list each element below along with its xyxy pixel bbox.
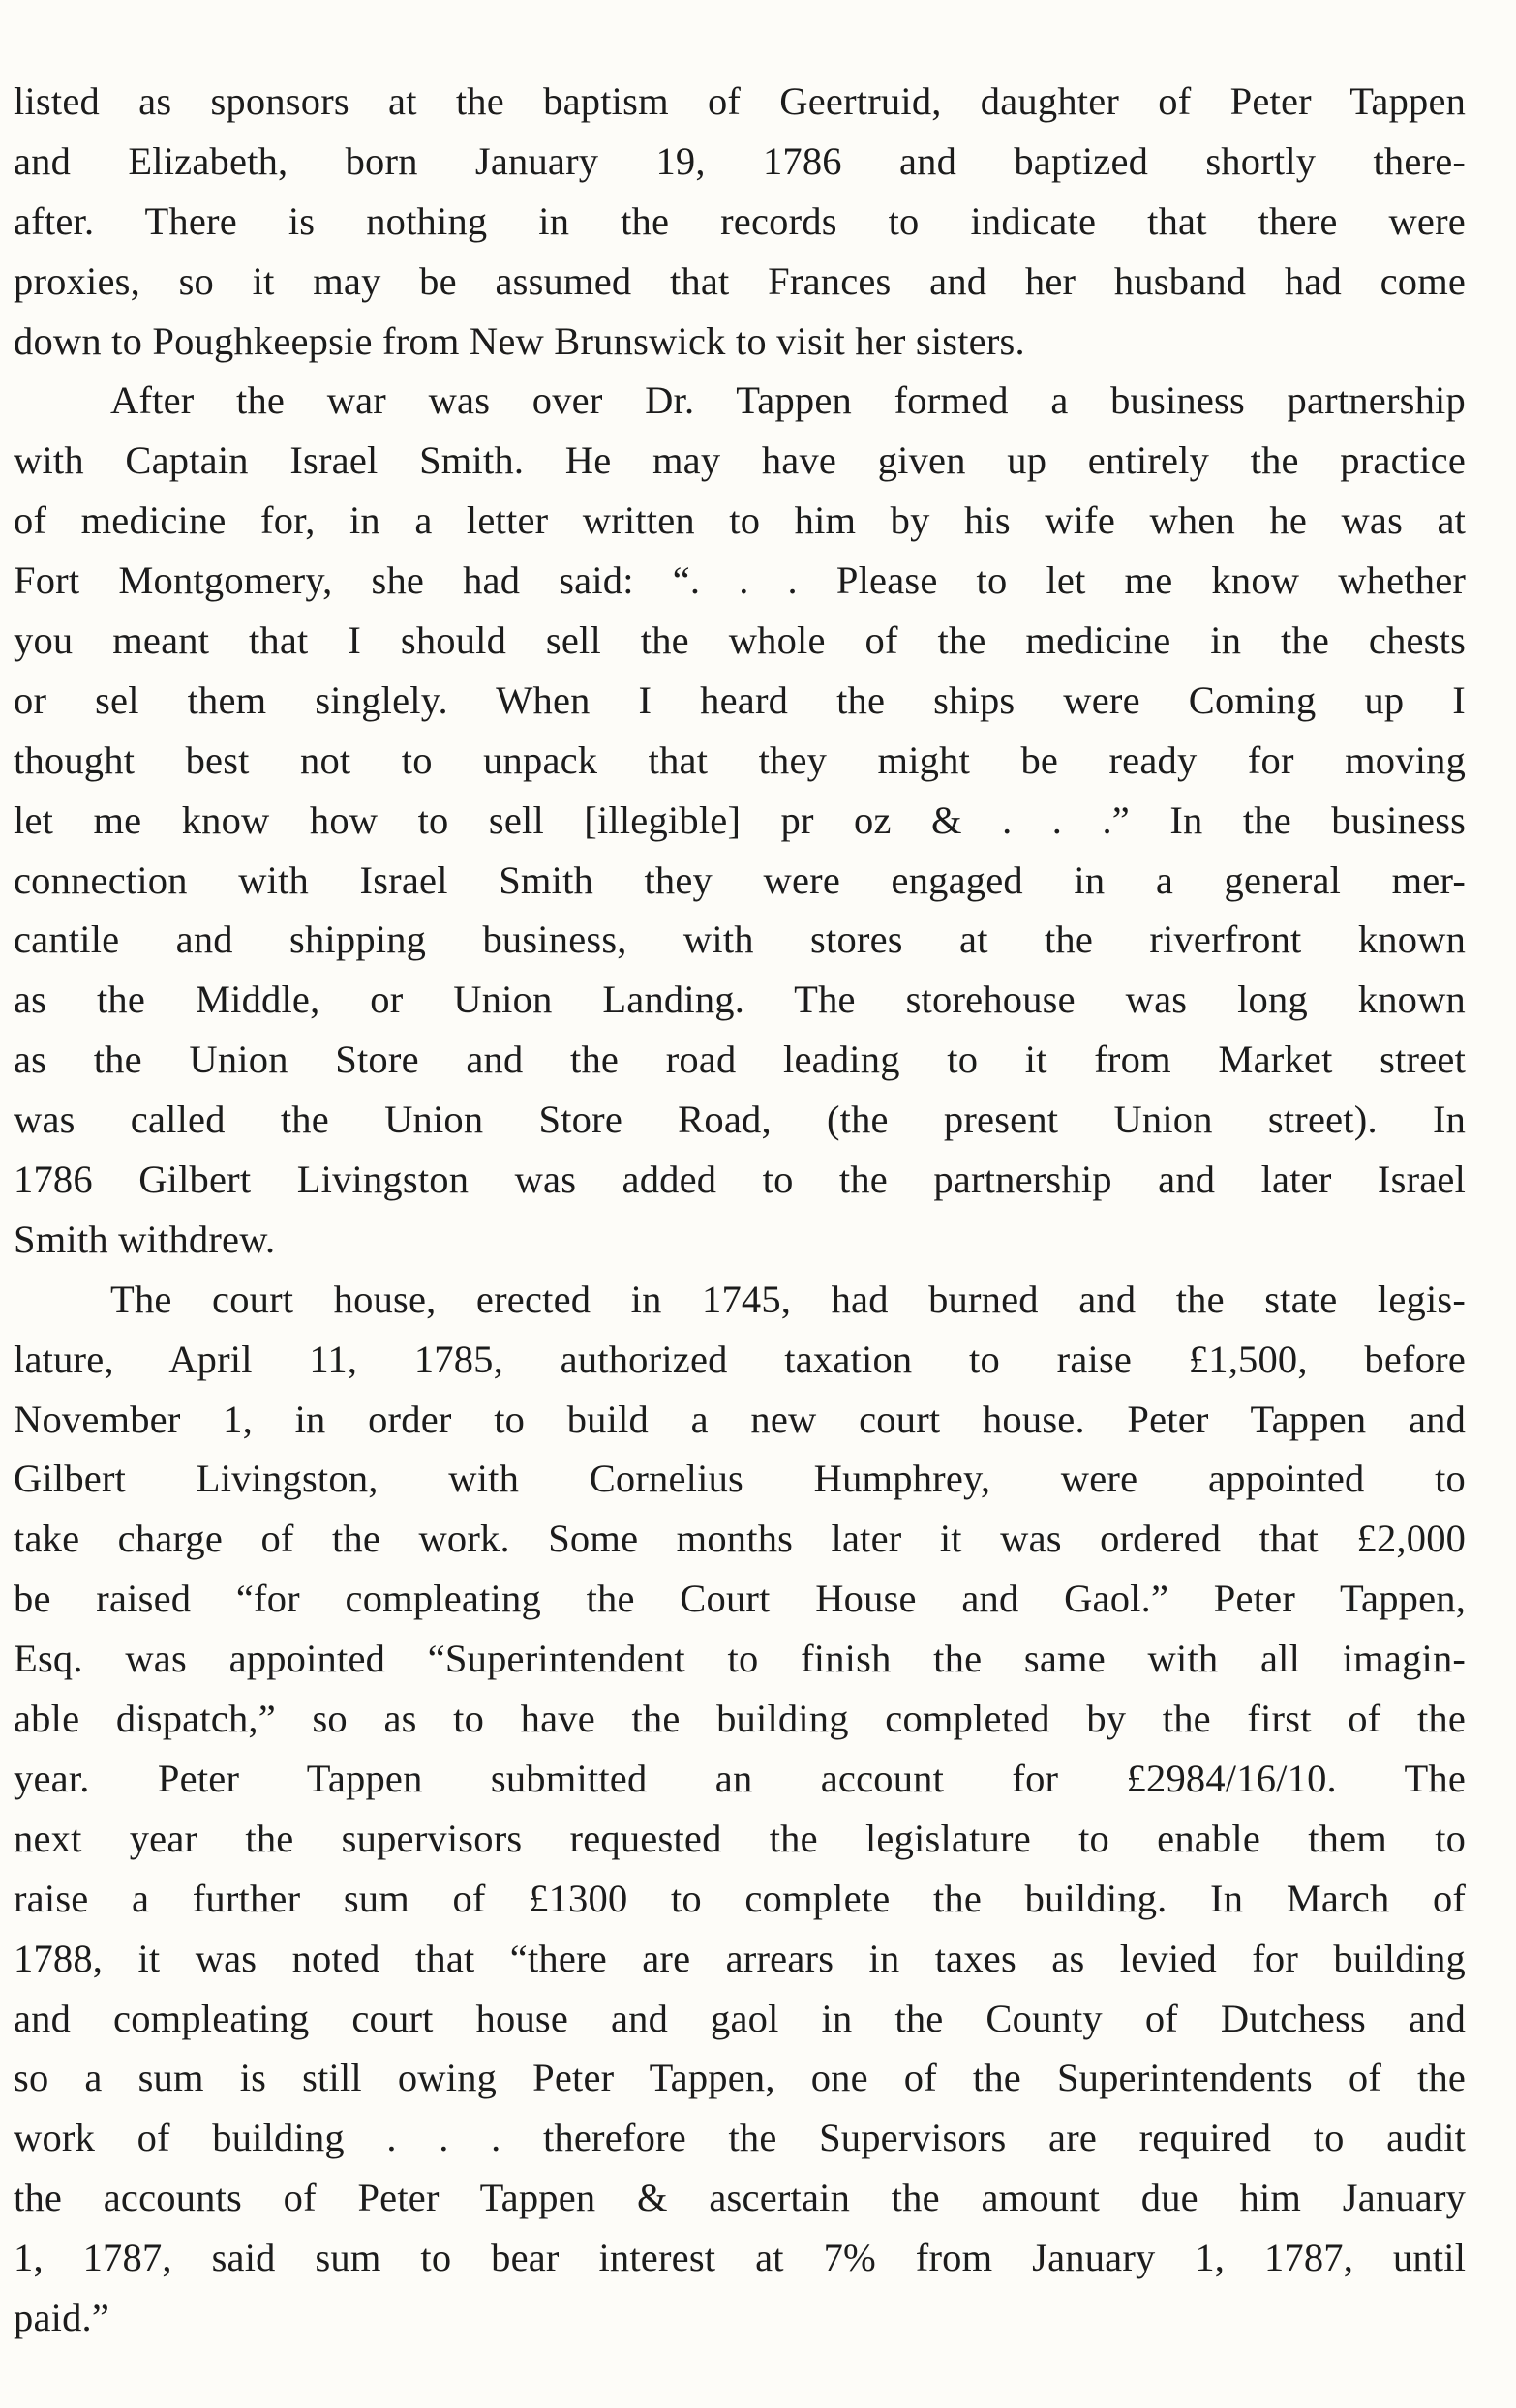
text-line: lature, April 11, 1785, authorized taxation to raise £1,500, before bbox=[14, 1337, 1466, 1381]
text-line: after. There is nothing in the records to indicate that there were bbox=[14, 198, 1466, 243]
text-line: Fort Montgomery, she had said: “. . . Please to let me know whether bbox=[14, 558, 1466, 603]
text-line: so a sum is still owing Peter Tappen, one of the Superintendents of the bbox=[14, 2056, 1466, 2100]
text-line: and Elizabeth, born January 19, 1786 and baptized shortly there- bbox=[14, 138, 1466, 183]
text-line: thought best not to unpack that they might be ready for moving bbox=[14, 737, 1466, 782]
text-line: and compleating court house and gaol in the County of Dutchess and bbox=[14, 1996, 1466, 2040]
text-line: as the Union Store and the road leading to it from Market street bbox=[14, 1038, 1466, 1082]
text-line: paid.” bbox=[14, 2295, 110, 2339]
text-line: be raised “for compleating the Court House and Gaol.” Peter Tappen, bbox=[14, 1577, 1466, 1621]
text-line: Esq. was appointed “Superintendent to finish the same with all imagin- bbox=[14, 1637, 1466, 1681]
text-line: of medicine for, in a letter written to him by his wife when he was at bbox=[14, 498, 1466, 543]
text-line: take charge of the work. Some months later it was ordered that £2,000 bbox=[14, 1517, 1466, 1561]
text-line: November 1, in order to build a new court house. Peter Tappen and bbox=[14, 1397, 1466, 1441]
text-line: was called the Union Store Road, (the present Union street). In bbox=[14, 1098, 1466, 1142]
text-line: The court house, erected in 1745, had burned and the state legis- bbox=[110, 1277, 1466, 1321]
text-line: raise a further sum of £1300 to complete the building. In March of bbox=[14, 1876, 1466, 1920]
paragraph-1 bbox=[14, 72, 1466, 371]
text-line: 1, 1787, said sum to bear interest at 7% from January 1, 1787, until bbox=[14, 2236, 1466, 2280]
text-line: or sel them singlely. When I heard the ships were Coming up I bbox=[14, 677, 1466, 722]
text-line: let me know how to sell [illegible] pr oz & . . .” In the business bbox=[14, 798, 1466, 842]
document-page bbox=[14, 72, 1466, 2348]
text-line: down to Poughkeepsie from New Brunswick to visit her sisters. bbox=[14, 318, 1025, 363]
text-line: listed as sponsors at the baptism of Geertruid, daughter of Peter Tappen bbox=[14, 79, 1466, 123]
text-line: able dispatch,” so as to have the building completed by the first of the bbox=[14, 1697, 1466, 1741]
text-line: cantile and shipping business, with stores at the riverfront known bbox=[14, 918, 1466, 962]
text-line: as the Middle, or Union Landing. The storehouse was long known bbox=[14, 978, 1466, 1022]
text-line: 1788, it was noted that “there are arrears in taxes as levied for building bbox=[14, 1936, 1466, 1980]
paragraph-2 bbox=[14, 371, 1466, 1269]
text-line: you meant that I should sell the whole of the medicine in the chests bbox=[14, 618, 1466, 663]
text-line: work of building . . . therefore the Supervisors are required to audit bbox=[14, 2116, 1466, 2160]
paragraph-3 bbox=[14, 1270, 1466, 2348]
text-line: next year the supervisors requested the legislature to enable them to bbox=[14, 1816, 1466, 1860]
text-line: 1786 Gilbert Livingston was added to the partnership and later Israel bbox=[14, 1158, 1466, 1202]
text-line: year. Peter Tappen submitted an account for £2984/16/10. The bbox=[14, 1756, 1466, 1800]
text-line: connection with Israel Smith they were engaged in a general mer- bbox=[14, 858, 1466, 902]
text-line: the accounts of Peter Tappen & ascertain the amount due him January bbox=[14, 2176, 1466, 2220]
text-line: Gilbert Livingston, with Cornelius Humphrey, were appointed to bbox=[14, 1457, 1466, 1501]
text-line: Smith withdrew. bbox=[14, 1217, 276, 1261]
text-line: After the war was over Dr. Tappen formed a business partnership bbox=[110, 378, 1466, 423]
text-line: proxies, so it may be assumed that Frances and her husband had come bbox=[14, 258, 1466, 303]
text-line: with Captain Israel Smith. He may have given up entirely the practice bbox=[14, 438, 1466, 483]
